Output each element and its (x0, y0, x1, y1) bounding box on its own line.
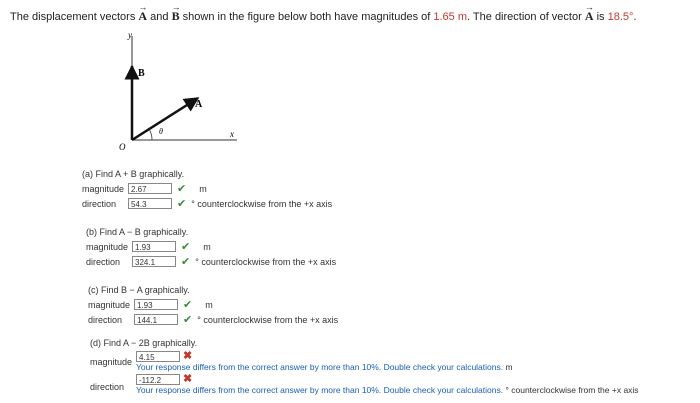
part-d-direction-row (90, 374, 639, 396)
problem-text: . (633, 11, 637, 23)
part-d-magnitude-feedback (136, 362, 513, 373)
checkmark-icon: ✔ (183, 313, 193, 326)
part-d-question: (d) Find A − 2B graphically. (90, 338, 198, 348)
checkmark-icon: ✔ (177, 197, 187, 210)
origin-label: O (119, 142, 126, 152)
cross-icon: ✖ (183, 373, 193, 385)
part-d-magnitude-row (90, 351, 639, 373)
angle-value: 18.5° (607, 11, 634, 23)
part-c (88, 283, 338, 327)
problem-text: is (596, 11, 605, 23)
vector-a-symbol: → A (585, 9, 594, 23)
magnitude-unit: m (505, 362, 513, 372)
vector-b-label: B (138, 68, 145, 79)
direction-unit: ° counterclockwise from the +x axis (191, 198, 333, 209)
problem-text: and (150, 11, 169, 23)
theta-arc (149, 129, 152, 140)
part-a-magnitude-row (82, 181, 332, 196)
direction-label: direction (88, 314, 123, 325)
part-d-magnitude-input[interactable]: 4.15 (136, 351, 180, 362)
part-b-magnitude-row (86, 239, 336, 254)
part-b-question: (b) Find A − B graphically. (86, 227, 189, 237)
vector-a-arrow (132, 98, 198, 140)
vector-figure (112, 28, 252, 158)
part-b-direction-row (86, 254, 336, 269)
part-d (90, 336, 639, 396)
part-c-magnitude-input[interactable]: 1.93 (134, 299, 178, 310)
part-a-magnitude-input[interactable]: 2.67 (128, 183, 172, 194)
part-a-direction-input[interactable]: 54.3 (128, 198, 172, 209)
magnitude-label: magnitude (90, 357, 133, 367)
vector-a-label: A (195, 99, 203, 110)
part-c-direction-row (88, 312, 338, 327)
magnitude-value: 1.65 m (433, 11, 468, 23)
part-b-magnitude-input[interactable]: 1.93 (132, 241, 176, 252)
part-d-direction-input[interactable]: -112.2 (136, 374, 180, 385)
part-c-direction-input[interactable]: 144.1 (134, 314, 178, 325)
part-a-question: (a) Find A + B graphically. (82, 169, 185, 179)
problem-statement (10, 9, 636, 24)
part-b-direction-input[interactable]: 324.1 (132, 256, 176, 267)
part-a (82, 167, 332, 211)
magnitude-label: magnitude (88, 299, 131, 310)
magnitude-unit: m (199, 183, 207, 194)
cross-icon: ✖ (183, 350, 193, 362)
error-message: Your response differs from the correct answer by more than 10%. Double check your calculations. (136, 385, 504, 395)
part-c-question: (c) Find B − A graphically. (88, 285, 190, 295)
checkmark-icon: ✔ (177, 182, 187, 195)
part-c-magnitude-row (88, 297, 338, 312)
vector-b-symbol: → B (172, 9, 180, 23)
y-axis-label: y (128, 30, 132, 40)
problem-text: The displacement vectors (10, 11, 136, 23)
problem-text: . The direction of vector (467, 11, 582, 23)
magnitude-label: magnitude (82, 183, 125, 194)
checkmark-icon: ✔ (181, 240, 191, 253)
part-b (86, 225, 336, 269)
vector-diagram (112, 28, 252, 158)
magnitude-label: magnitude (86, 241, 129, 252)
problem-text: shown in the figure below both have magnitudes of (182, 11, 431, 23)
part-d-direction-feedback (136, 385, 639, 396)
theta-label: θ (159, 127, 163, 136)
vector-a-symbol: → A (138, 9, 147, 23)
error-message: Your response differs from the correct answer by more than 10%. Double check your calculations. (136, 362, 504, 372)
magnitude-unit: m (203, 241, 211, 252)
direction-label: direction (86, 256, 121, 267)
direction-unit: ° counterclockwise from the +x axis (195, 256, 337, 267)
magnitude-unit: m (205, 299, 213, 310)
x-axis-label: x (230, 129, 234, 139)
checkmark-icon: ✔ (183, 298, 193, 311)
direction-unit: ° counterclockwise from the +x axis (197, 314, 339, 325)
direction-label: direction (90, 382, 125, 392)
checkmark-icon: ✔ (181, 255, 191, 268)
direction-unit: ° counterclockwise from the +x axis (505, 385, 639, 395)
part-a-direction-row (82, 196, 332, 211)
direction-label: direction (82, 198, 117, 209)
